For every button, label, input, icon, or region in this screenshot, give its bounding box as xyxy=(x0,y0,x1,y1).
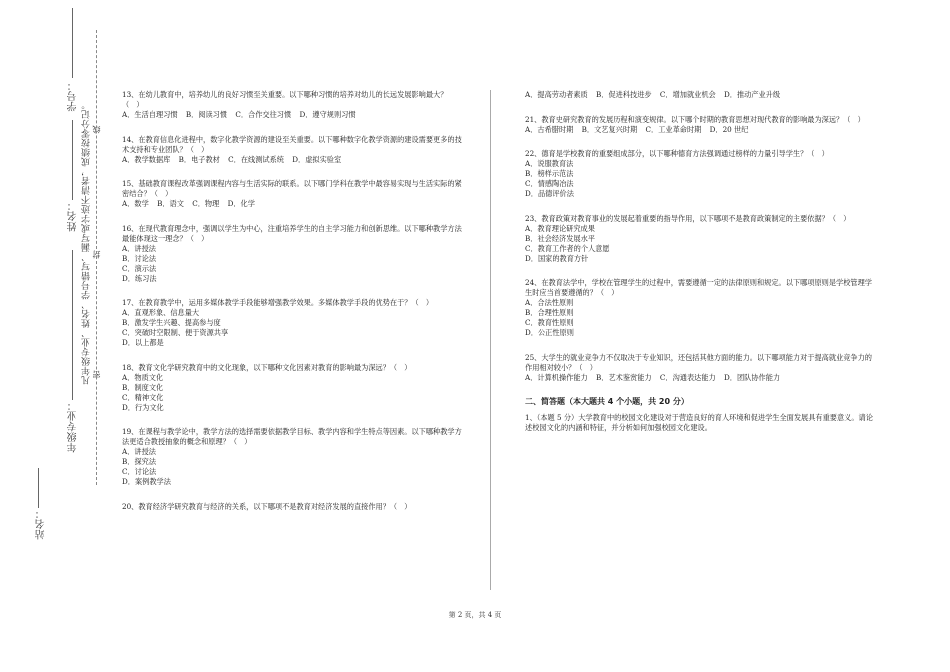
option-c[interactable]: C．工业革命时期 xyxy=(645,124,702,134)
question-13 xyxy=(122,90,462,120)
question-17 xyxy=(122,298,462,348)
question-stem: 22、德育是学校教育的重要组成部分，以下哪种德育方法强调通过榜样的力量引导学生？（ ） xyxy=(525,149,829,158)
option-d[interactable]: D．虚拟实验室 xyxy=(292,154,342,164)
question-stem: 16、在现代教育理念中，强调以学生为中心，注重培养学生的自主学习能力和创新思维。以下哪种教学方法最能体现这一理念？（ ） xyxy=(122,223,462,243)
option-c[interactable]: C．增加就业机会 xyxy=(659,90,716,99)
options xyxy=(122,373,462,413)
option-b[interactable]: B．艺术鉴赏能力 xyxy=(596,372,652,382)
option-d[interactable]: D．推动产业升级 xyxy=(724,90,781,99)
question-16 xyxy=(122,224,462,284)
option-a[interactable]: A．生活自理习惯 xyxy=(122,110,178,119)
option-d[interactable]: D．练习法 xyxy=(122,273,157,283)
question-stem: 13、在幼儿教育中，培养幼儿的良好习惯至关重要。以下哪种习惯的培养对幼儿的长远发展影响最大？（ ） xyxy=(122,90,448,109)
question-25 xyxy=(525,353,875,383)
options xyxy=(122,155,462,165)
option-d[interactable]: D．案例教学法 xyxy=(122,477,171,486)
name-line xyxy=(72,120,73,200)
option-a[interactable]: A．古希腊时期 xyxy=(525,124,574,134)
option-a[interactable]: A．讲授法 xyxy=(122,243,156,253)
exam-field-line xyxy=(38,468,39,508)
option-c[interactable]: C．突破时空限制、便于资源共享 xyxy=(122,328,229,337)
section-2-title: 二、简答题（本大题共 4 个小题，共 20 分） xyxy=(525,397,689,406)
student-id-label: 学号： xyxy=(68,80,79,112)
option-c[interactable]: C．物理 xyxy=(192,199,220,208)
question-15 xyxy=(122,179,462,209)
option-b[interactable]: B．促进科技进步 xyxy=(596,90,652,99)
options xyxy=(122,244,462,284)
option-b[interactable]: B．榜样示范法 xyxy=(525,169,574,178)
option-b[interactable]: B．探究法 xyxy=(122,457,157,466)
question-stem: 14、在教育信息化进程中，数字化教学资源的建设至关重要。以下哪种数字化教学资源的建设需要更多的技术支持和专业团队？（ ） xyxy=(122,134,462,154)
options xyxy=(122,447,462,487)
option-c[interactable]: C．演示法 xyxy=(122,263,157,273)
seal-mid-mark: 封 xyxy=(92,250,101,259)
option-d[interactable]: D．以上都是 xyxy=(122,338,164,347)
option-a[interactable]: A．教育理论研究成果 xyxy=(525,223,595,233)
question-stem: 19、在课程与教学论中，教学方法的选择需要依据教学目标、教学内容和学生特点等因素。以下哪种教学方法更适合教授抽象的概念和原理？（ ） xyxy=(122,427,462,446)
option-a[interactable]: A．直观形象、信息量大 xyxy=(122,308,200,317)
question-20 xyxy=(122,502,462,512)
option-d[interactable]: D．20 世纪 xyxy=(709,124,749,134)
question-19 xyxy=(122,427,462,487)
option-c[interactable]: C．教育性原则 xyxy=(525,318,574,327)
option-d[interactable]: D．化学 xyxy=(227,199,255,208)
options xyxy=(122,308,462,348)
option-c[interactable]: C．教育工作者的个人意愿 xyxy=(525,243,610,253)
option-c[interactable]: C．沟通表达能力 xyxy=(659,372,716,382)
option-c[interactable]: C．精神文化 xyxy=(122,392,164,402)
option-b[interactable]: B．文艺复兴时期 xyxy=(581,124,638,134)
option-b[interactable]: B．合理性原则 xyxy=(525,308,574,317)
options xyxy=(525,125,875,135)
option-b[interactable]: B．制度文化 xyxy=(122,382,164,392)
option-b[interactable]: B．社会经济发展水平 xyxy=(525,233,595,243)
seal-dense-mark: 密 xyxy=(92,370,101,379)
question-22 xyxy=(525,149,875,199)
option-a[interactable]: A．合法性原则 xyxy=(525,298,574,307)
class-label: 年级专业： xyxy=(68,400,79,453)
question-23 xyxy=(525,214,875,264)
options xyxy=(525,159,875,199)
question-stem: 25、大学生的就业竞争力不仅取决于专业知识，还包括其他方面的能力。以下哪项能力对于提高就业竞争力的作用相对较小？（ ） xyxy=(525,352,872,372)
option-d[interactable]: D．公正性原则 xyxy=(525,328,574,337)
options xyxy=(122,110,462,120)
option-b[interactable]: B．语文 xyxy=(157,199,184,208)
question-18 xyxy=(122,363,462,413)
column-divider xyxy=(490,90,491,590)
options xyxy=(122,199,462,209)
question-stem: 21、教育史研究教育的发展历程和演变规律。以下哪个时期的教育思想对现代教育的影响最为深远？（ ） xyxy=(525,114,865,124)
option-a[interactable]: A．数学 xyxy=(122,199,149,208)
seal-dashed-line xyxy=(96,30,97,485)
option-b[interactable]: B．讨论法 xyxy=(122,253,157,263)
option-d[interactable]: D．国家的教育方针 xyxy=(525,253,589,263)
option-a[interactable]: A．讲授法 xyxy=(122,447,156,456)
options xyxy=(525,373,875,383)
option-c[interactable]: C．在线测试系统 xyxy=(228,154,284,164)
question-stem: 18、教育文化学研究教育中的文化现象，以下哪种文化因素对教育的影响最为深远？（ ） xyxy=(122,362,412,372)
page-footer: 第 2 页，共 4 页 xyxy=(448,611,502,619)
option-a[interactable]: A．提高劳动者素质 xyxy=(525,90,588,99)
left-column xyxy=(122,90,462,526)
option-d[interactable]: D．遵守规则习惯 xyxy=(299,110,356,119)
option-d[interactable]: D．团队协作能力 xyxy=(724,372,781,382)
option-a[interactable]: A．物质文化 xyxy=(122,372,164,382)
option-b[interactable]: B．激发学生兴趣、提高参与度 xyxy=(122,318,221,327)
question-21 xyxy=(525,115,875,135)
option-c[interactable]: C．合作交往习惯 xyxy=(235,110,292,119)
question-24 xyxy=(525,278,875,338)
right-column xyxy=(525,90,875,433)
option-b[interactable]: B．阅读习惯 xyxy=(185,110,228,119)
instructions-text: 凡年级专业、姓名、学号错写、漏写或字迹不清者，成绩按零分记。 xyxy=(82,100,92,385)
options xyxy=(525,90,875,100)
option-a[interactable]: A．计算机操作能力 xyxy=(525,372,588,382)
question-14 xyxy=(122,135,462,165)
option-c[interactable]: C．情感陶冶法 xyxy=(525,179,574,188)
student-id-line xyxy=(72,8,73,78)
question-stem: 15、基础教育课程改革强调课程内容与生活实际的联系。以下哪门学科在教学中最容易实现与生活实际的紧密结合？（ ） xyxy=(122,179,462,198)
name-label: 姓名： xyxy=(68,200,79,232)
options xyxy=(525,298,875,338)
option-d[interactable]: D．品德评价法 xyxy=(525,189,574,198)
exam-room-label: 站名： xyxy=(36,508,47,540)
seal-line-mark: 线 xyxy=(92,125,101,134)
short-answer-question-1: 1、（本题 5 分）大学教育中的校园文化建设对于营造良好的育人环境和促进学生全面发展具有重要意义。请论述校园文化的内涵和特征，并分析如何加强校园文化建设。 xyxy=(525,413,873,432)
binding-margin xyxy=(0,0,100,672)
option-a[interactable]: A．说服教育法 xyxy=(525,159,574,168)
question-stem: 24、在教育法学中，学校在管理学生的过程中，需要遵循一定的法律原则和规定。以下哪项原则是学校管理学生时应当首要遵循的？（ ） xyxy=(525,278,872,297)
option-d[interactable]: D．行为文化 xyxy=(122,402,164,412)
class-line xyxy=(72,250,73,400)
question-20-options xyxy=(525,90,875,100)
option-b[interactable]: B．电子教材 xyxy=(178,154,220,164)
question-stem: 23、教育政策对教育事业的发展起着重要的指导作用，以下哪项不是教育政策制定的主要依据？（ ） xyxy=(525,213,851,223)
options xyxy=(525,224,875,264)
option-c[interactable]: C．讨论法 xyxy=(122,467,157,476)
question-stem: 20、教育经济学研究教育与经济的关系，以下哪项不是教育对经济发展的直接作用？（ ） xyxy=(122,501,412,511)
question-stem: 17、在教育教学中，运用多媒体教学手段能够增强教学效果。多媒体教学手段的优势在于？（ ） xyxy=(122,298,434,307)
option-a[interactable]: A．教学数据库 xyxy=(122,154,171,164)
